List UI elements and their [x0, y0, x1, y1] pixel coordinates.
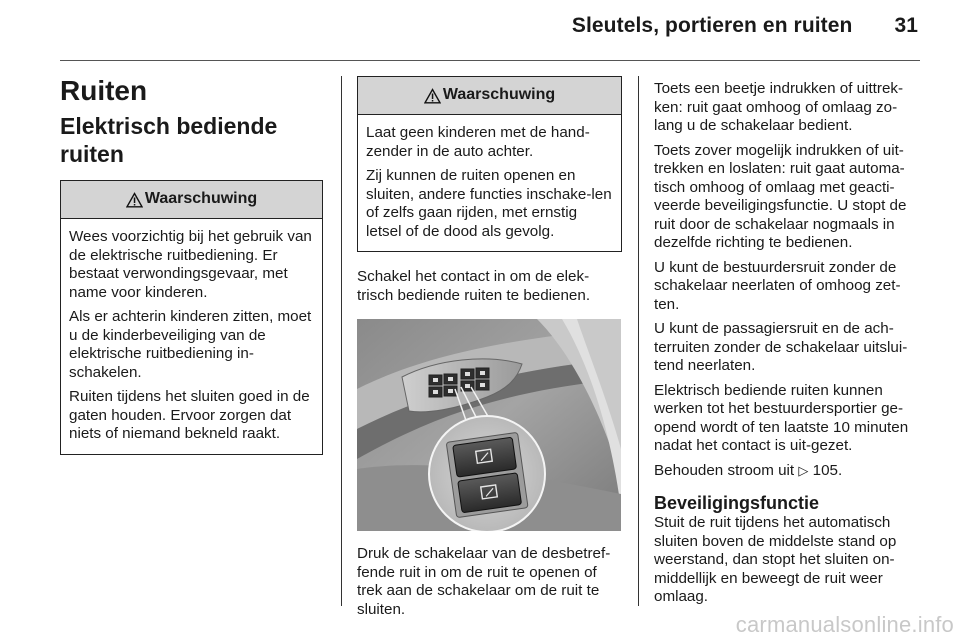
- warning-paragraph: Laat geen kinderen met de hand-zender in de auto achter.: [366, 124, 590, 160]
- warning-label: Waarschuwing: [144, 190, 258, 208]
- xref-page-link[interactable]: 105.: [812, 461, 843, 479]
- warning-triangle-icon: [424, 88, 441, 104]
- warning-paragraph: Zij kunnen de ruiten openen en sluiten, andere functies inschake-len of zelfs gaan rijden, met ernstig letsel of de dood als gevolg.: [366, 167, 612, 240]
- warning-body: [61, 219, 322, 454]
- warning-label: Waarschuwing: [442, 86, 556, 104]
- warning-header: [61, 181, 322, 219]
- subheading: Beveiligingsfunctie: [654, 493, 820, 513]
- window-switch-photo: [357, 319, 621, 531]
- subsection-title: Elektrisch bediende ruiten: [60, 113, 278, 167]
- warning-paragraph: Ruiten tijdens het sluiten goed in de gaten houden. Ervoor zorgen dat niets of niemand bekneld raakt.: [69, 388, 310, 442]
- body-paragraph: Stuit de ruit tijdens het automatisch sluiten boven de middelste stand op weerstand, dan stopt het sluiten on-middellijk en beweegt de ruit weer omlaag.: [654, 514, 897, 605]
- body-paragraph: Schakel het contact in om de elek-trisch bediende ruiten te bedienen.: [357, 268, 591, 304]
- warning-paragraph: Wees voorzichtig bij het gebruik van de elektrische ruitbediening. Er bestaat verwondingsgevaar, met name voor kinderen.: [69, 228, 312, 301]
- warning-box: [357, 76, 622, 252]
- column-divider-1: [341, 76, 342, 606]
- body-paragraph: Druk de schakelaar van de desbetref-fende ruit in om de ruit te openen of trek aan de schakelaar om de ruit te sluiten.: [357, 545, 611, 618]
- column-divider-2: [638, 76, 639, 606]
- page-number: 31: [894, 14, 918, 37]
- column-2: [357, 76, 622, 625]
- body-paragraph: Toets zover mogelijk indrukken of uit-trekken en loslaten: ruit gaat automa-tisch omhoog of omlaag met geacti-veerde beveiligingsfunctie. U stopt de ruit door de schakelaar nogmaals in dezelfde richting te bedienen.: [654, 141, 907, 251]
- cross-reference: [654, 462, 920, 481]
- column-1: [60, 74, 323, 455]
- header-rule: [60, 60, 920, 61]
- warning-box: [60, 180, 323, 455]
- running-title: Sleutels, portieren en ruiten: [571, 14, 853, 37]
- warning-header: [358, 77, 621, 115]
- section-title: Ruiten: [60, 75, 148, 106]
- warning-triangle-icon: [126, 192, 143, 208]
- warning-body: [358, 115, 621, 251]
- body-paragraph: Elektrisch bediende ruiten kunnen werken tot het bestuurdersportier ge-opend wordt of ten laatste 10 minuten nadat het contact is uit-gezet.: [654, 381, 909, 454]
- triangle-right-icon: ▷: [798, 462, 809, 478]
- body-paragraph: U kunt de bestuurdersruit zonder de schakelaar neerlaten of omhoog zet-ten.: [654, 258, 901, 313]
- warning-paragraph: Als er achterin kinderen zitten, moet u de kinderbeveiliging van de elektrische ruitbediening in-schakelen.: [69, 308, 312, 381]
- body-paragraph: Toets een beetje indrukken of uittrek-ken: ruit gaat omhoog of omlaag zo-lang u de schakelaar bedient.: [654, 80, 904, 134]
- column-3: [654, 80, 920, 613]
- page-header: [572, 14, 918, 38]
- watermark: carmanualsonline.info: [735, 612, 954, 637]
- xref-text: Behouden stroom uit: [654, 461, 795, 479]
- body-paragraph: U kunt de passagiersruit en de ach-terruiten zonder de schakelaar uitslui-tend neerlaten.: [654, 320, 908, 374]
